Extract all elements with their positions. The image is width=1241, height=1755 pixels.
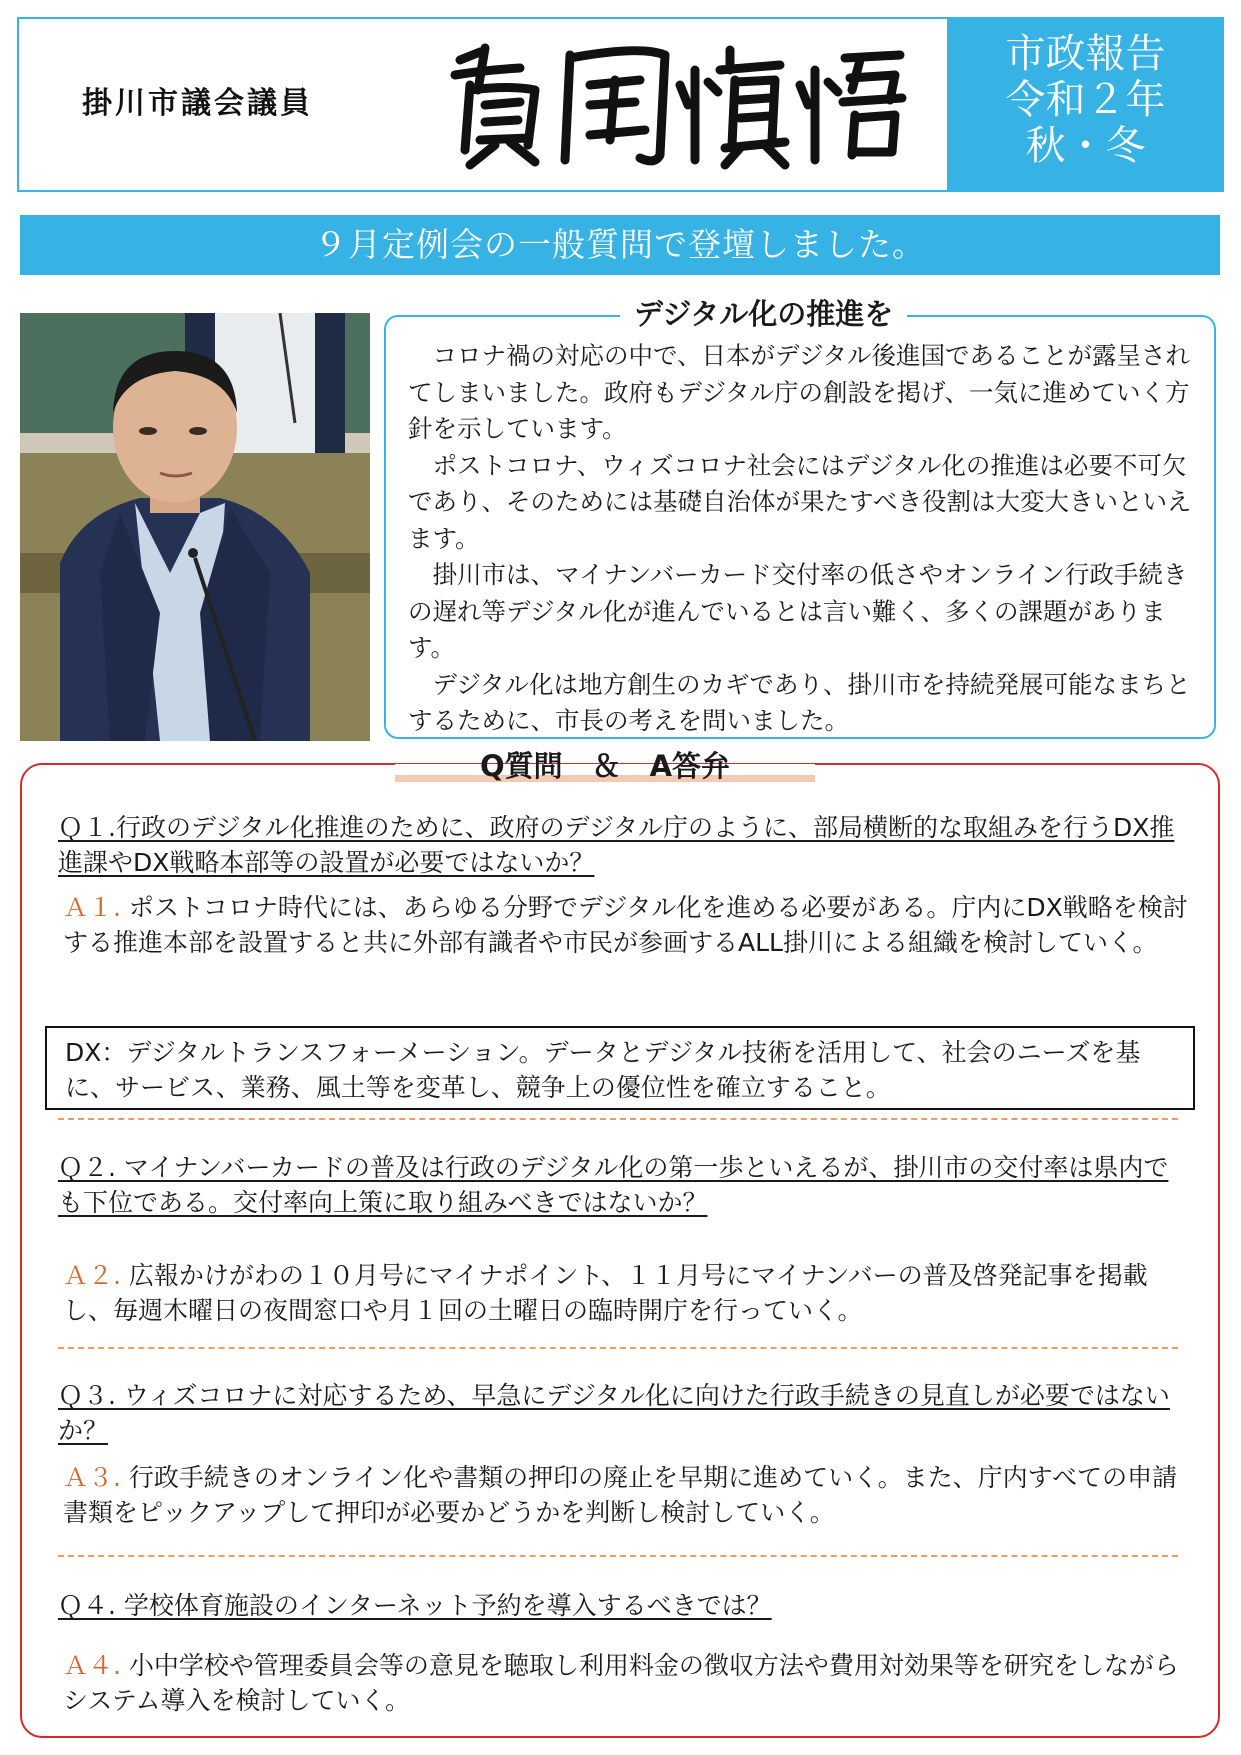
answer-3 — [63, 1460, 1193, 1530]
report-line-title: 市政報告 — [1005, 31, 1166, 77]
answer-1-label: Ａ１. — [63, 893, 121, 922]
question-1-text: Ｑ１.行政のデジタル化推進のために、政府のデジタル庁のように、部局横断的な取組みを行うDX推進課やDX戦略本部等の設置が必要ではないか？ — [58, 813, 1175, 877]
report-line-year: 令和２年 — [1005, 77, 1166, 123]
digital-paragraph: ポストコロナ、ウィズコロナ社会にはデジタル化の推進は必要不可欠であり、そのためには基礎自治体が果たすべき役割は大変大きいといえます。 — [408, 450, 1192, 553]
question-3-text: Ｑ３. ウィズコロナに対応するため、早急にデジタル化に向けた行政手続きの見直しが必要ではないか？ — [58, 1381, 1170, 1445]
digital-section-heading: デジタル化の推進を — [620, 294, 907, 334]
question-3 — [58, 1378, 1178, 1448]
answer-2-label: Ａ２. — [63, 1261, 121, 1290]
separator-line — [58, 1118, 1178, 1120]
dx-definition-note: DX：デジタルトランスフォーメーション。データとデジタル技術を活用して、社会のニーズを基に、サービス、業務、風土等を変革し、競争上の優位性を確立すること。 — [45, 1026, 1195, 1110]
qa-heading: Q質問 ＆ A答弁 — [479, 749, 731, 783]
digital-paragraph: コロナ禍の対応の中で、日本がデジタル後進国であることが露呈されてしまいました。政府もデジタル庁の創設を掲げ、一気に進めていく方針を示しています。 — [408, 341, 1191, 443]
member-title: 掛川市議会議員 — [82, 86, 313, 121]
digital-section-body — [408, 338, 1208, 740]
answer-1-text: ポストコロナ時代には、あらゆる分野でデジタル化を進める必要がある。庁内にDX戦略を検討する推進本部を設置すると共に外部有識者や市民が参画するALL掛川による組織を検討していく。 — [63, 893, 1188, 957]
answer-1 — [63, 890, 1193, 960]
question-2-text: Ｑ２. マイナンバーカードの普及は行政のデジタル化の第一歩といえるが、掛川市の交付率は県内でも下位である。交付率向上策に取り組みべきではないか？ — [58, 1153, 1169, 1217]
calligraphy-name-logo — [440, 30, 910, 170]
question-4-text: Ｑ４. 学校体育施設のインターネット予約を導入するべきでは？ — [58, 1591, 772, 1620]
question-1 — [58, 810, 1178, 880]
question-4 — [58, 1588, 1178, 1623]
answer-4 — [63, 1648, 1193, 1718]
answer-4-text: 小中学校や管理委員会等の意見を聴取し利用料金の徴収方法や費用対効果等を研究をしながらシステム導入を検討していく。 — [63, 1651, 1179, 1715]
digital-paragraph: 掛川市は、マイナンバーカード交付率の低さやオンライン行政手続きの遅れ等デジタル化が進んでいるとは言い難く、多くの課題があります。 — [408, 560, 1188, 662]
headline-banner: ９月定例会の一般質問で登壇しました。 — [20, 215, 1220, 275]
digital-paragraph: デジタル化は地方創生のカギであり、掛川市を持続発展可能なまちとするために、市長の考えを問いました。 — [408, 669, 1191, 735]
answer-2-text: 広報かけがわの１０月号にマイナポイント、１１月号にマイナンバーの普及啓発記事を掲載し、毎週木曜日の夜間窓口や月１回の土曜日の臨時開庁を行っていく。 — [63, 1261, 1148, 1325]
report-line-season: 秋・冬 — [1025, 123, 1146, 169]
separator-line — [58, 1555, 1178, 1557]
separator-line — [58, 1347, 1178, 1349]
answer-3-text: 行政手続きのオンライン化や書類の押印の廃止を早期に進めていく。また、庁内すべての申請書類をピックアップして押印が必要かどうかを判断し検討していく。 — [63, 1463, 1178, 1527]
speaker-photo — [20, 313, 370, 741]
answer-4-label: Ａ４. — [63, 1651, 121, 1680]
report-label-box — [947, 17, 1224, 192]
answer-3-label: Ａ３. — [63, 1463, 121, 1492]
question-2 — [58, 1150, 1178, 1220]
answer-2 — [63, 1258, 1193, 1328]
